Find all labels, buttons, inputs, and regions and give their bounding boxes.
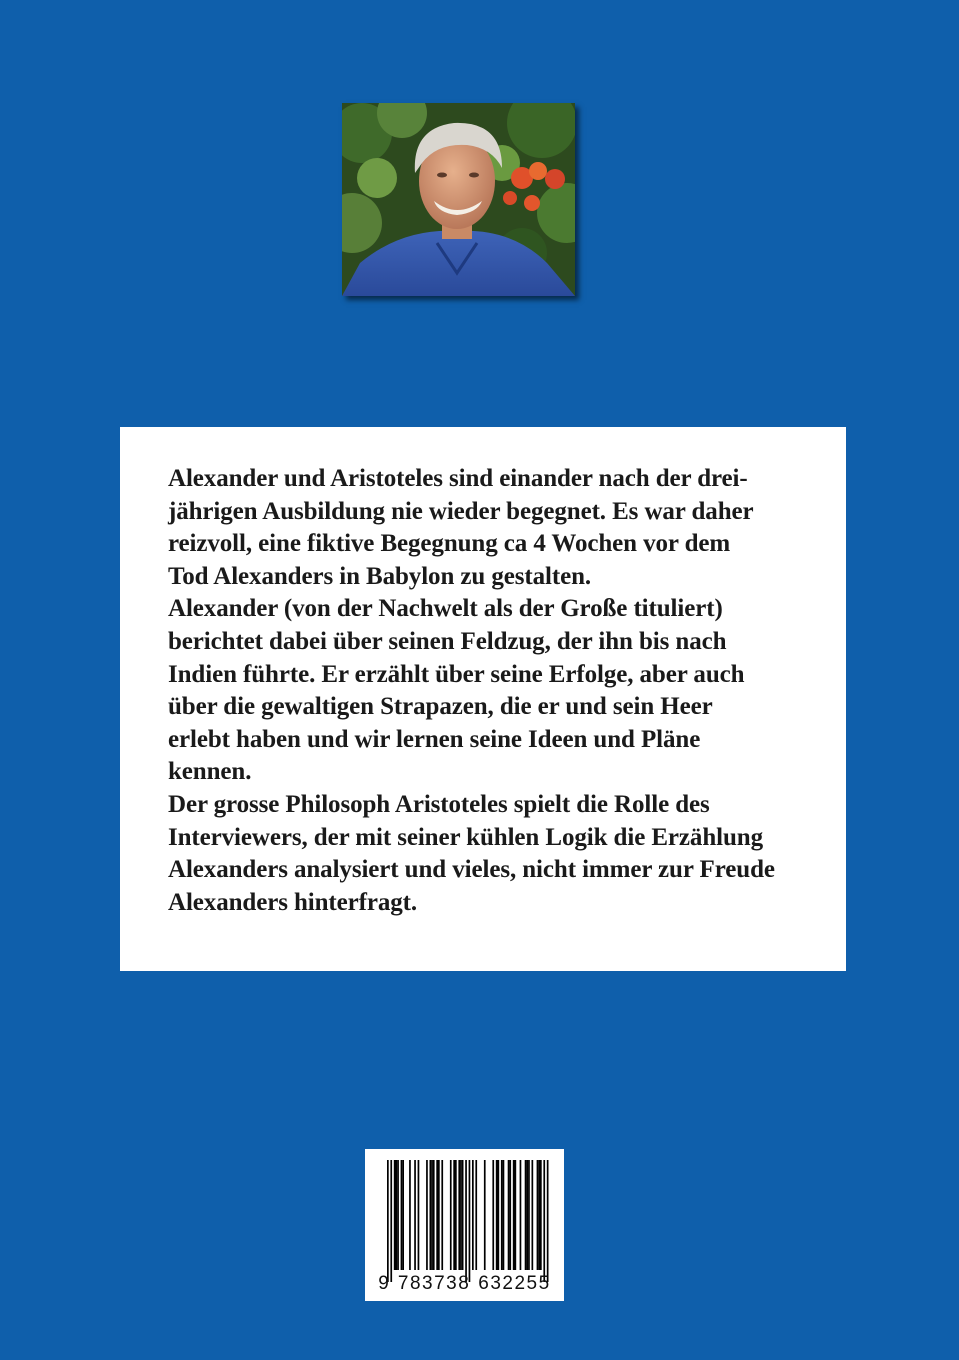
barcode-bar — [441, 1160, 443, 1270]
barcode-bar — [418, 1160, 420, 1270]
barcode-bar — [401, 1160, 403, 1270]
barcode-guard-bar — [387, 1160, 389, 1282]
barcode-bar — [438, 1160, 440, 1270]
barcode-bar — [426, 1160, 428, 1270]
barcode-bar — [540, 1160, 542, 1270]
blurb-line: Tod Alexanders in Babylon zu gestalten. — [168, 562, 592, 590]
barcode-guard-bar — [390, 1160, 392, 1282]
barcode-bar — [520, 1160, 522, 1270]
barcode-bar — [394, 1160, 396, 1270]
barcode-bar — [538, 1160, 540, 1270]
author-photo — [342, 103, 575, 296]
barcode-bar — [430, 1160, 432, 1270]
barcode-bar — [396, 1160, 398, 1270]
barcode-bar — [472, 1160, 474, 1270]
barcode-bar — [397, 1160, 399, 1270]
blurb-line: Der grosse Philosoph Aristoteles spielt die Rolle des — [168, 790, 710, 818]
isbn-group-2: 783738 — [397, 1273, 471, 1294]
barcode-guard-bar — [469, 1160, 471, 1282]
barcode-bar — [526, 1160, 528, 1270]
blurb-line: Alexanders hinterfragt. — [168, 888, 418, 916]
blurb-line: Interviewers, der mit seiner kühlen Logik die Erzählung — [168, 823, 763, 851]
blurb-line: berichtet dabei über seinen Feldzug, der ihn bis nach — [168, 627, 727, 655]
barcode-bar — [509, 1160, 511, 1270]
barcode-bar — [484, 1160, 486, 1270]
barcode-bar — [503, 1160, 505, 1270]
barcode-bar — [409, 1160, 411, 1270]
barcode-bar — [455, 1160, 457, 1270]
barcode-bar — [515, 1160, 517, 1270]
barcode-guard-bar — [547, 1160, 549, 1282]
barcode-bar — [475, 1160, 477, 1270]
barcode-bar — [498, 1160, 500, 1270]
barcode-bar — [496, 1160, 498, 1270]
barcode-bar — [458, 1160, 460, 1270]
barcode-bar — [537, 1160, 539, 1270]
barcode-bar — [462, 1160, 464, 1270]
blurb-line: kennen. — [168, 758, 252, 786]
barcode-bar — [513, 1160, 515, 1270]
blurb-line: jährigen Ausbildung nie wieder begegnet. Es war daher — [168, 497, 754, 525]
barcode-bar — [436, 1160, 438, 1270]
blurb-line: Alexanders analysiert und vieles, nicht immer zur Freude — [168, 856, 775, 884]
barcode-bar — [414, 1160, 416, 1270]
barcode-bar — [431, 1160, 433, 1270]
barcode-guard-bar — [543, 1160, 545, 1282]
barcode-bar — [450, 1160, 452, 1270]
barcode-bar — [528, 1160, 530, 1270]
barcode-bar — [525, 1160, 527, 1270]
barcode-bar — [492, 1160, 494, 1270]
blurb-line: Indien führte. Er erzählt über seine Erfolge, aber auch — [168, 660, 745, 688]
barcode-bar — [501, 1160, 503, 1270]
barcode-bar — [402, 1160, 404, 1270]
isbn-number — [365, 1273, 564, 1295]
blurb-line: reizvoll, eine fiktive Begegnung ca 4 Wochen vor dem — [168, 530, 731, 558]
blurb-text — [168, 463, 836, 919]
blurb-line: Alexander (von der Nachwelt als der Große tituliert) — [168, 595, 723, 623]
barcode-bar — [508, 1160, 510, 1270]
isbn-group-3: 632255 — [478, 1273, 551, 1294]
blurb-panel — [120, 427, 846, 971]
barcode-bar — [460, 1160, 462, 1270]
barcode-bar — [453, 1160, 455, 1270]
blurb-line: erlebt haben und wir lernen seine Ideen und Pläne — [168, 725, 701, 753]
author-photo-illustration — [342, 103, 575, 296]
isbn-barcode — [365, 1149, 564, 1301]
barcode-bar — [433, 1160, 435, 1270]
barcode-bar — [532, 1160, 534, 1270]
blurb-line: Alexander und Aristoteles sind einander nach der drei- — [168, 465, 748, 492]
isbn-group-1: 9 — [378, 1273, 389, 1294]
barcode-guard-bar — [465, 1160, 467, 1282]
blurb-line: über die gewaltigen Strapazen, die er und sein Heer — [168, 693, 713, 721]
